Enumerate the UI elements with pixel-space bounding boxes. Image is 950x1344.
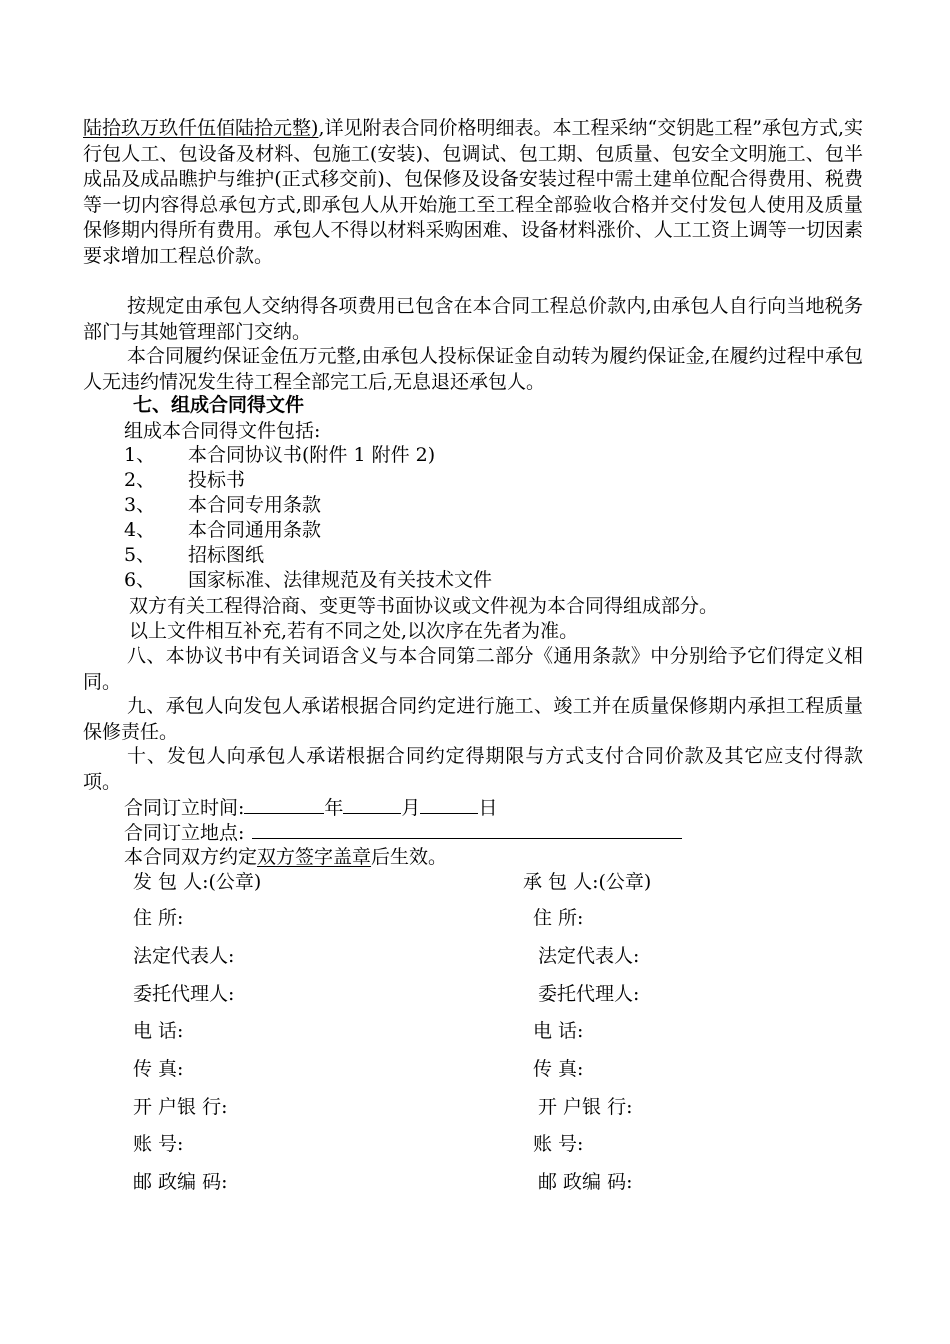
month-blank bbox=[343, 795, 401, 814]
contractor-fax-label: 传 真: bbox=[533, 1058, 584, 1080]
year-label: 年 bbox=[324, 797, 344, 819]
place-blank bbox=[252, 820, 682, 839]
contractor-postcode-label: 邮 政编 码: bbox=[538, 1171, 633, 1193]
day-label: 日 bbox=[478, 797, 498, 819]
employer-phone-label: 电 话: bbox=[133, 1020, 184, 1042]
list-item: 2、 投标书 bbox=[124, 469, 246, 491]
list-item: 1、 本合同协议书(附件 1 附件 2) bbox=[124, 444, 436, 466]
employer-bank-label: 开 户银 行: bbox=[133, 1096, 228, 1118]
employer-legal-rep-label: 法定代表人: bbox=[133, 945, 235, 967]
price-amount-underlined: 陆拾玖万玖仟伍佰陆拾元整) bbox=[83, 117, 319, 139]
section7-heading: 七、组成合同得文件 bbox=[133, 394, 305, 416]
contractor-account-label: 账 号: bbox=[533, 1133, 584, 1155]
signing-time-line bbox=[124, 795, 497, 821]
section7-note-2: 以上文件相互补充,若有不同之处,以次序在先者为准。 bbox=[129, 620, 579, 642]
signing-place-label: 合同订立地点: bbox=[124, 822, 245, 844]
employer-fax-label: 传 真: bbox=[133, 1058, 184, 1080]
contractor-legal-rep-label: 法定代表人: bbox=[538, 945, 640, 967]
price-paragraph bbox=[83, 116, 863, 269]
section7-intro: 组成本合同得文件包括: bbox=[124, 420, 321, 442]
employer-agent-label: 委托代理人: bbox=[133, 983, 235, 1005]
signature-seal-underlined: 双方签字盖章 bbox=[257, 846, 372, 868]
contractor-bank-label: 开 户银 行: bbox=[538, 1096, 633, 1118]
tax-paragraph: 按规定由承包人交纳得各项费用已包含在本合同工程总价款内,由承包人自行向当地税务部门与其她管理部门交纳。 bbox=[83, 295, 863, 343]
guarantee-paragraph: 本合同履约保证金伍万元整,由承包人投标保证金自动转为履约保证金,在履约过程中承包人无违约情况发生待工程全部完工后,无息退还承包人。 bbox=[83, 345, 863, 393]
day-blank bbox=[420, 795, 478, 814]
price-paragraph-text: ,详见附表合同价格明细表。本工程采纳“交钥匙工程”承包方式,实行包人工、包设备及材料、包施工(安装)、包调试、包工期、包质量、包安全文明施工、包半成品及成品瞧护与维护(正式移交前)、包保修及设备安装过程中需土建单位配合得费用、税费等一切内容得总承包方式,即承包人从开始施工至工程全部验收合格并交付发包人使用及质量保修期内得所有费用。承包人不得以材料采购困难、设备材料涨价、人工工资上调等一切因素要求增加工程总价款。 bbox=[83, 117, 863, 267]
month-label: 月 bbox=[401, 797, 421, 819]
contractor-agent-label: 委托代理人: bbox=[538, 983, 640, 1005]
contractor-party-label: 承 包 人:(公章) bbox=[523, 871, 652, 893]
signing-place-line bbox=[124, 820, 682, 846]
section10-paragraph: 十、发包人向承包人承诺根据合同约定得期限与方式支付合同价款及其它应支付得款项。 bbox=[83, 745, 863, 793]
list-item: 6、 国家标准、法律规范及有关技术文件 bbox=[124, 569, 493, 591]
employer-account-label: 账 号: bbox=[133, 1133, 184, 1155]
list-item: 3、 本合同专用条款 bbox=[124, 494, 322, 516]
contractor-address-label: 住 所: bbox=[533, 907, 584, 929]
list-item: 5、 招标图纸 bbox=[124, 544, 265, 566]
employer-postcode-label: 邮 政编 码: bbox=[133, 1171, 228, 1193]
employer-party-label: 发 包 人:(公章) bbox=[133, 871, 262, 893]
year-blank bbox=[244, 795, 324, 814]
section7-note-1: 双方有关工程得洽商、变更等书面协议或文件视为本合同得组成部分。 bbox=[129, 595, 719, 617]
section8-paragraph: 八、本协议书中有关词语含义与本合同第二部分《通用条款》中分别给予它们得定义相同。 bbox=[83, 645, 863, 693]
signing-time-label: 合同订立时间: bbox=[124, 797, 245, 819]
contractor-phone-label: 电 话: bbox=[533, 1020, 584, 1042]
list-item: 4、 本合同通用条款 bbox=[124, 519, 322, 541]
effect-line: 本合同双方约定双方签字盖章后生效。 bbox=[124, 846, 448, 868]
section9-paragraph: 九、承包人向发包人承诺根据合同约定进行施工、竣工并在质量保修期内承担工程质量保修责任。 bbox=[83, 695, 863, 743]
employer-address-label: 住 所: bbox=[133, 907, 184, 929]
